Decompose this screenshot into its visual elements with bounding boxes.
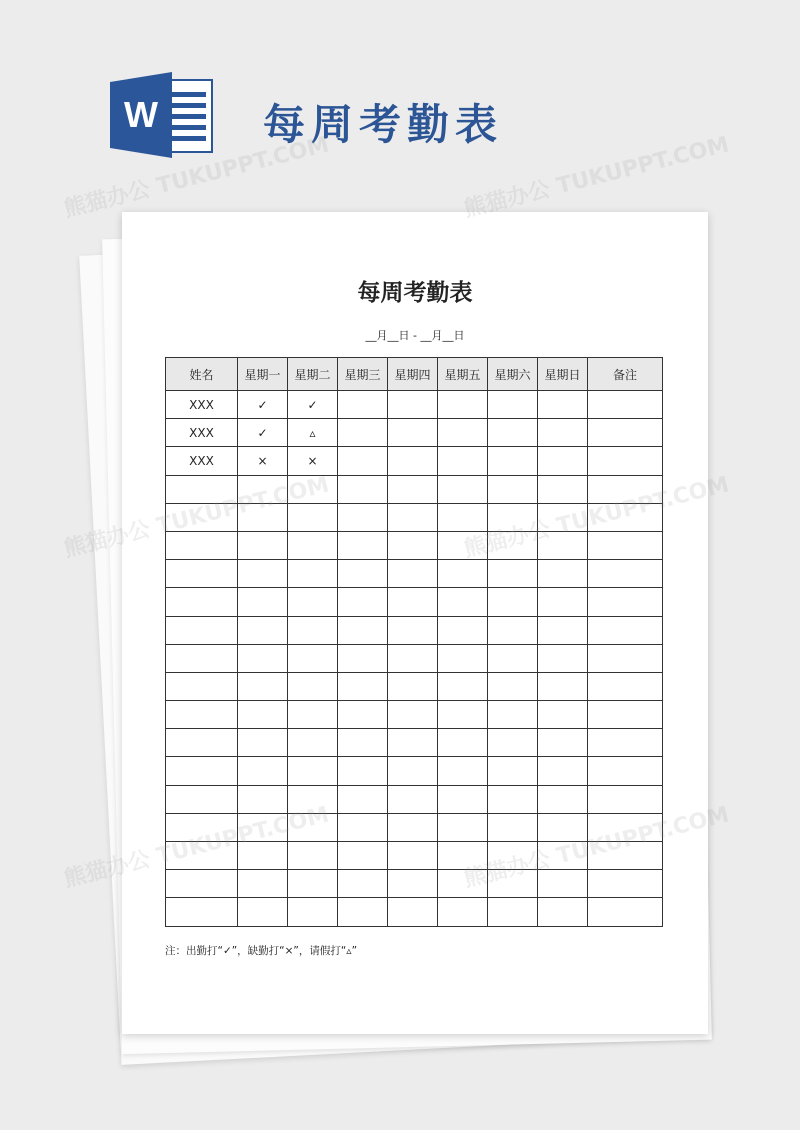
- day-cell: [438, 419, 488, 447]
- day-cell: [388, 672, 438, 700]
- remark-cell: [588, 729, 663, 757]
- day-cell: [488, 560, 538, 588]
- day-cell: ✓: [288, 391, 338, 419]
- remark-cell: [588, 785, 663, 813]
- day-cell: [388, 475, 438, 503]
- day-cell: [338, 672, 388, 700]
- day-cell: [238, 503, 288, 531]
- day-cell: ×: [288, 447, 338, 475]
- table-row: [166, 531, 663, 559]
- column-header: 星期三: [338, 358, 388, 391]
- day-cell: [238, 588, 288, 616]
- day-cell: [488, 475, 538, 503]
- day-cell: [538, 644, 588, 672]
- day-cell: [538, 616, 588, 644]
- day-cell: [538, 391, 588, 419]
- day-cell: ×: [238, 447, 288, 475]
- day-cell: [388, 391, 438, 419]
- day-cell: [438, 616, 488, 644]
- table-row: [166, 729, 663, 757]
- day-cell: [488, 757, 538, 785]
- day-cell: [438, 813, 488, 841]
- day-cell: [438, 729, 488, 757]
- day-cell: [288, 842, 338, 870]
- watermark: 熊猫办公: [61, 846, 153, 893]
- table-row: [166, 419, 663, 447]
- day-cell: [438, 644, 488, 672]
- day-cell: [388, 701, 438, 729]
- remark-cell: [588, 701, 663, 729]
- day-cell: [438, 785, 488, 813]
- watermark: 熊猫办公 TUKUPPT.COM: [461, 132, 732, 223]
- word-logo-letter: W: [124, 94, 158, 135]
- remark-cell: [588, 419, 663, 447]
- column-header: 星期日: [538, 358, 588, 391]
- table-row: [166, 842, 663, 870]
- day-cell: [488, 447, 538, 475]
- word-logo-icon: [110, 72, 214, 158]
- day-cell: [388, 729, 438, 757]
- day-cell: [338, 560, 388, 588]
- table-row: [166, 813, 663, 841]
- day-cell: [238, 729, 288, 757]
- day-cell: [538, 757, 588, 785]
- day-cell: [488, 503, 538, 531]
- column-header: 星期四: [388, 358, 438, 391]
- day-cell: [538, 560, 588, 588]
- day-cell: [538, 447, 588, 475]
- day-cell: [288, 898, 338, 926]
- day-cell: [538, 785, 588, 813]
- day-cell: [288, 729, 338, 757]
- day-cell: [388, 757, 438, 785]
- day-cell: [388, 447, 438, 475]
- remark-cell: [588, 531, 663, 559]
- table-header-row: [166, 358, 663, 391]
- day-cell: [338, 729, 388, 757]
- day-cell: [338, 701, 388, 729]
- day-cell: [388, 842, 438, 870]
- name-cell: XXX: [166, 391, 238, 419]
- column-header: 星期一: [238, 358, 288, 391]
- day-cell: [438, 588, 488, 616]
- column-header: 星期二: [288, 358, 338, 391]
- day-cell: [438, 757, 488, 785]
- date-range: __月__日 - __月__日: [365, 329, 465, 342]
- day-cell: [288, 588, 338, 616]
- day-cell: [288, 701, 338, 729]
- table-row: [166, 785, 663, 813]
- day-cell: [388, 870, 438, 898]
- day-cell: [338, 503, 388, 531]
- attendance-table: [165, 357, 663, 927]
- day-cell: ✓: [238, 419, 288, 447]
- column-header: 姓名: [166, 358, 238, 391]
- name-cell: [166, 842, 238, 870]
- day-cell: [288, 644, 338, 672]
- watermark: 熊猫办公 TUKUPPT.COM: [61, 132, 332, 223]
- remark-cell: [588, 870, 663, 898]
- document-title: 每周考勤表: [357, 280, 473, 306]
- day-cell: [488, 701, 538, 729]
- day-cell: [238, 560, 288, 588]
- day-cell: [488, 729, 538, 757]
- day-cell: [238, 813, 288, 841]
- banner-title: 每周考勤表: [263, 100, 504, 149]
- day-cell: [388, 785, 438, 813]
- day-cell: [388, 616, 438, 644]
- table-row: [166, 898, 663, 926]
- name-cell: [166, 813, 238, 841]
- name-cell: [166, 785, 238, 813]
- day-cell: [488, 898, 538, 926]
- day-cell: [438, 870, 488, 898]
- remark-cell: [588, 644, 663, 672]
- remark-cell: [588, 391, 663, 419]
- day-cell: [438, 898, 488, 926]
- day-cell: [488, 785, 538, 813]
- day-cell: [488, 419, 538, 447]
- day-cell: [538, 870, 588, 898]
- day-cell: [438, 701, 488, 729]
- day-cell: [238, 672, 288, 700]
- day-cell: [438, 560, 488, 588]
- name-cell: [166, 701, 238, 729]
- remark-cell: [588, 616, 663, 644]
- day-cell: [238, 870, 288, 898]
- remark-cell: [588, 560, 663, 588]
- name-cell: XXX: [166, 447, 238, 475]
- name-cell: [166, 560, 238, 588]
- table-row: [166, 391, 663, 419]
- day-cell: [388, 813, 438, 841]
- day-cell: [538, 588, 588, 616]
- table-row: [166, 644, 663, 672]
- document-page: [122, 212, 708, 1034]
- day-cell: [338, 870, 388, 898]
- name-cell: [166, 729, 238, 757]
- day-cell: [338, 813, 388, 841]
- day-cell: [338, 644, 388, 672]
- day-cell: [488, 870, 538, 898]
- day-cell: [538, 701, 588, 729]
- remark-cell: [588, 757, 663, 785]
- name-cell: [166, 588, 238, 616]
- day-cell: [288, 785, 338, 813]
- day-cell: [238, 701, 288, 729]
- day-cell: [288, 560, 338, 588]
- day-cell: [388, 898, 438, 926]
- day-cell: [538, 842, 588, 870]
- name-cell: [166, 672, 238, 700]
- day-cell: ✓: [238, 391, 288, 419]
- day-cell: [338, 391, 388, 419]
- day-cell: ▵: [288, 419, 338, 447]
- day-cell: [288, 870, 338, 898]
- name-cell: [166, 757, 238, 785]
- day-cell: [388, 503, 438, 531]
- day-cell: [288, 503, 338, 531]
- remark-cell: [588, 842, 663, 870]
- day-cell: [538, 419, 588, 447]
- day-cell: [238, 757, 288, 785]
- day-cell: [388, 588, 438, 616]
- table-row: [166, 870, 663, 898]
- remark-cell: [588, 475, 663, 503]
- name-cell: [166, 531, 238, 559]
- day-cell: [288, 813, 338, 841]
- name-cell: [166, 475, 238, 503]
- table-row: [166, 503, 663, 531]
- day-cell: [488, 588, 538, 616]
- day-cell: [238, 785, 288, 813]
- day-cell: [338, 785, 388, 813]
- day-cell: [338, 447, 388, 475]
- day-cell: [238, 842, 288, 870]
- day-cell: [238, 475, 288, 503]
- name-cell: [166, 898, 238, 926]
- day-cell: [488, 391, 538, 419]
- column-header: 星期五: [438, 358, 488, 391]
- day-cell: [288, 616, 338, 644]
- legend-note: 注：出勤打“✓”，缺勤打“×”，请假打“▵”: [165, 945, 358, 957]
- remark-cell: [588, 588, 663, 616]
- table-row: [166, 701, 663, 729]
- table-row: [166, 475, 663, 503]
- day-cell: [538, 898, 588, 926]
- day-cell: [288, 672, 338, 700]
- day-cell: [538, 729, 588, 757]
- day-cell: [538, 672, 588, 700]
- day-cell: [538, 475, 588, 503]
- day-cell: [288, 757, 338, 785]
- day-cell: [238, 531, 288, 559]
- table-row: [166, 560, 663, 588]
- day-cell: [238, 898, 288, 926]
- column-header: 备注: [588, 358, 663, 391]
- day-cell: [338, 757, 388, 785]
- name-cell: [166, 616, 238, 644]
- day-cell: [438, 531, 488, 559]
- day-cell: [438, 842, 488, 870]
- day-cell: [488, 616, 538, 644]
- remark-cell: [588, 898, 663, 926]
- day-cell: [338, 616, 388, 644]
- day-cell: [338, 842, 388, 870]
- remark-cell: [588, 447, 663, 475]
- day-cell: [338, 898, 388, 926]
- day-cell: [438, 391, 488, 419]
- day-cell: [388, 531, 438, 559]
- remark-cell: [588, 672, 663, 700]
- day-cell: [388, 419, 438, 447]
- name-cell: [166, 870, 238, 898]
- day-cell: [538, 813, 588, 841]
- day-cell: [538, 531, 588, 559]
- day-cell: [438, 475, 488, 503]
- day-cell: [438, 503, 488, 531]
- day-cell: [388, 560, 438, 588]
- day-cell: [238, 644, 288, 672]
- remark-cell: [588, 813, 663, 841]
- day-cell: [388, 644, 438, 672]
- remark-cell: [588, 503, 663, 531]
- table-row: [166, 672, 663, 700]
- day-cell: [488, 531, 538, 559]
- day-cell: [338, 419, 388, 447]
- day-cell: [288, 531, 338, 559]
- day-cell: [488, 672, 538, 700]
- day-cell: [288, 475, 338, 503]
- day-cell: [488, 842, 538, 870]
- table-row: [166, 447, 663, 475]
- day-cell: [338, 531, 388, 559]
- day-cell: [238, 616, 288, 644]
- table-row: [166, 757, 663, 785]
- column-header: 星期六: [488, 358, 538, 391]
- day-cell: [438, 447, 488, 475]
- table-row: [166, 616, 663, 644]
- day-cell: [488, 644, 538, 672]
- table-row: [166, 588, 663, 616]
- name-cell: XXX: [166, 419, 238, 447]
- day-cell: [338, 588, 388, 616]
- day-cell: [338, 475, 388, 503]
- name-cell: [166, 503, 238, 531]
- day-cell: [538, 503, 588, 531]
- day-cell: [488, 813, 538, 841]
- day-cell: [438, 672, 488, 700]
- name-cell: [166, 644, 238, 672]
